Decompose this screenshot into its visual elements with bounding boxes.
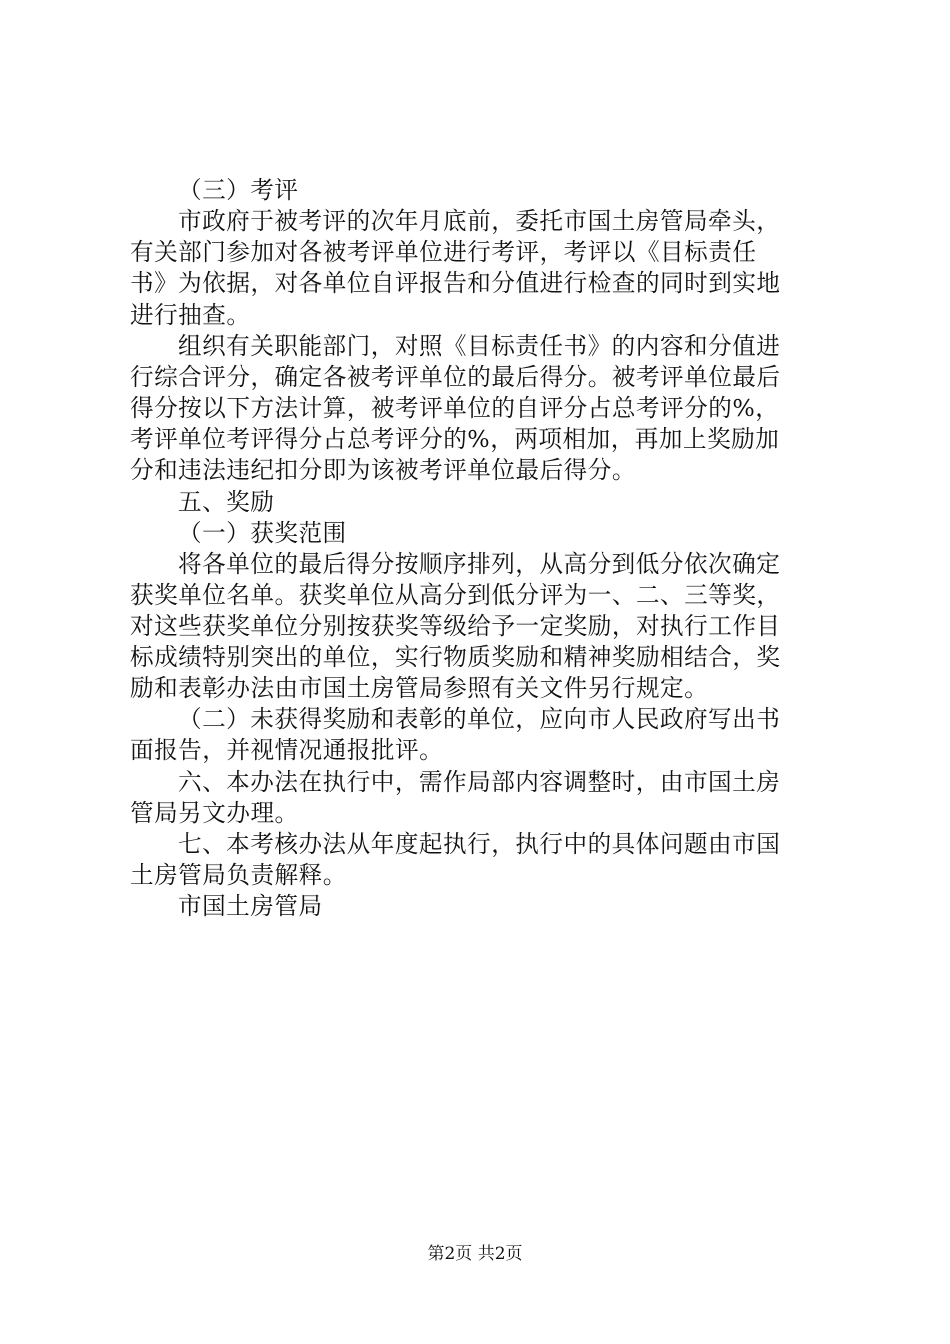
paragraph-line: 对这些获奖单位分别按获奖等级给予一定奖励，对执行工作目 xyxy=(130,612,781,640)
paragraph-line: 将各单位的最后得分按顺序排列，从高分到低分依次确定 xyxy=(178,550,781,578)
paragraph-line: 组织有关职能部门，对照《目标责任书》的内容和分值进 xyxy=(178,332,781,360)
paragraph-line: （二）未获得奖励和表彰的单位，应向市人民政府写出书 xyxy=(178,705,781,733)
paragraph-line: 有关部门参加对各被考评单位进行考评，考评以《目标责任 xyxy=(130,238,757,266)
paragraph-line: 获奖单位名单。获奖单位从高分到低分评为一、二、三等奖， xyxy=(130,581,781,609)
paragraph-line: 励和表彰办法由市国土房管局参照有关文件另行规定。 xyxy=(130,674,709,702)
paragraph-line: 得分按以下方法计算，被考评单位的自评分占总考评分的%， xyxy=(130,394,780,422)
section-heading-jiangli: 五、奖励 xyxy=(178,488,275,516)
signature-line: 市国土房管局 xyxy=(178,892,323,920)
paragraph-line: 行综合评分，确定各被考评单位的最后得分。被考评单位最后 xyxy=(130,363,781,391)
paragraph-line: 六、本办法在执行中，需作局部内容调整时，由市国土房 xyxy=(178,768,781,796)
paragraph-line: 书》为依据，对各单位自评报告和分值进行检查的同时到实地 xyxy=(130,269,781,297)
paragraph-line: 面报告，并视情况通报批评。 xyxy=(130,736,444,764)
paragraph-line: 七、本考核办法从年度起执行，执行中的具体问题由市国 xyxy=(178,830,781,858)
paragraph-line: 分和违法违纪扣分即为该被考评单位最后得分。 xyxy=(130,456,636,484)
paragraph-line: 土房管局负责解释。 xyxy=(130,861,347,889)
paragraph-line: 标成绩特别突出的单位，实行物质奖励和精神奖励相结合，奖 xyxy=(130,643,781,671)
paragraph-line: 市政府于被考评的次年月底前，委托市国土房管局牵头， xyxy=(178,207,781,235)
paragraph-line: 管局另文办理。 xyxy=(130,799,299,827)
paragraph-line: 进行抽查。 xyxy=(130,301,251,329)
section-heading-kaoping: （三）考评 xyxy=(178,176,299,204)
page-number-footer: 第2页 共2页 xyxy=(427,1244,523,1264)
subsection-heading-scope: （一）获奖范围 xyxy=(178,519,347,547)
paragraph-line: 考评单位考评得分占总考评分的%，两项相加，再加上奖励加 xyxy=(130,425,780,453)
